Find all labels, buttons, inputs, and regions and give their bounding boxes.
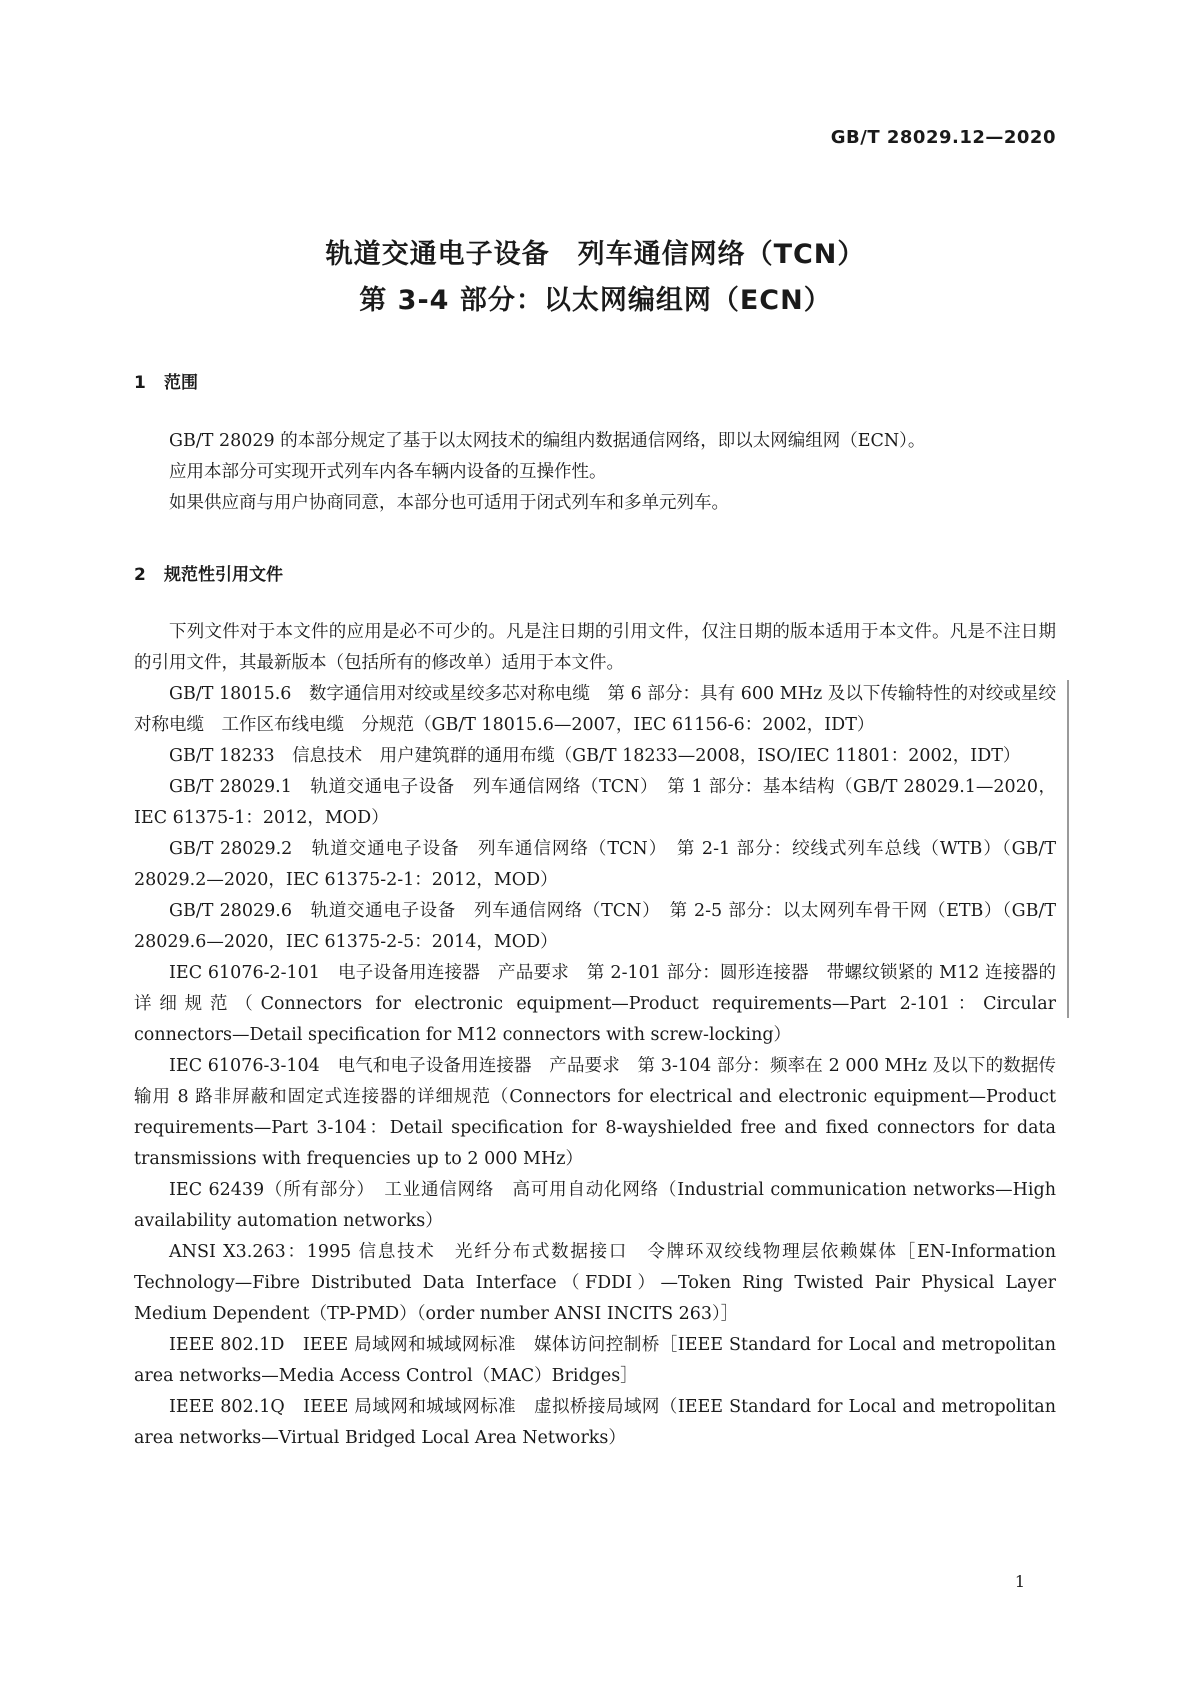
reference-entry: GB/T 18015.6 数字通信用对绞或星绞多芯对称电缆 第 6 部分：具有 600 MHz 及以下传输特性的对绞或星绞对称电缆 工作区布线电缆 分规范（GB/T 18015.6—2007，IEC 61156-6：2002，IDT） [134, 684, 1056, 735]
reference-entry: ANSI X3.263：1995 信息技术 光纤分布式数据接口 令牌环双绞线物理层依赖媒体［EN-Information Technology—Fibre Distributed Data Interface（FDDI）—Token Ring Twisted Pair Physical Layer Medium Dependent（TP-PMD）（order number ANSI INCITS 263）］ [134, 1242, 1056, 1324]
section-1-heading [134, 368, 198, 393]
reference-entry: IEEE 802.1D IEEE 局域网和城域网标准 媒体访问控制桥［IEEE Standard for Local and metropolitan area networks—Media Access Control（MAC）Bridges］ [134, 1335, 1056, 1386]
reference-entry: IEC 61076-2-101 电子设备用连接器 产品要求 第 2-101 部分：圆形连接器 带螺纹锁紧的 M12 连接器的详细规范（Connectors for electronic equipment—Product requirements—Part 2-101：Circular connectors—Detail specification for M12 connectors with screw-locking） [134, 963, 1056, 1045]
section-number: 2 [134, 565, 146, 585]
reference-entry: GB/T 28029.1 轨道交通电子设备 列车通信网络（TCN） 第 1 部分：基本结构（GB/T 28029.1—2020，IEC 61375-1：2012，MOD） [134, 777, 1056, 828]
document-title-line-2: 第 3-4 部分：以太网编组网（ECN） [359, 285, 832, 316]
paragraph: GB/T 28029 的本部分规定了基于以太网技术的编组内数据通信网络，即以太网编组网（ECN）。 [169, 431, 926, 451]
reference-entry: GB/T 28029.2 轨道交通电子设备 列车通信网络（TCN） 第 2-1 部分：绞线式列车总线（WTB）（GB/T 28029.2—2020，IEC 61375-2-1：2012，MOD） [134, 839, 1056, 890]
paragraph: 如果供应商与用户协商同意，本部分也可适用于闭式列车和多单元列车。 [169, 493, 729, 513]
section-2-heading [134, 560, 283, 585]
page-number: 1 [1014, 1572, 1025, 1591]
reference-entry: GB/T 18233 信息技术 用户建筑群的通用布缆（GB/T 18233—2008，ISO/IEC 11801：2002，IDT） [169, 746, 1021, 766]
paragraph: 应用本部分可实现开式列车内各车辆内设备的互操作性。 [169, 462, 607, 482]
section-title: 规范性引用文件 [164, 565, 283, 585]
reference-entry: GB/T 28029.6 轨道交通电子设备 列车通信网络（TCN） 第 2-5 部分：以太网列车骨干网（ETB）（GB/T 28029.6—2020，IEC 61375-2-5：2014，MOD） [134, 901, 1056, 952]
document-title-line-1: 轨道交通电子设备 列车通信网络（TCN） [325, 239, 866, 270]
section-title: 范围 [164, 373, 198, 393]
section-number: 1 [134, 373, 146, 393]
reference-entry: IEC 61076-3-104 电气和电子设备用连接器 产品要求 第 3-104 部分：频率在 2 000 MHz 及以下的数据传输用 8 路非屏蔽和固定式连接器的详细规范（Connectors for electrical and electronic equipment—Product requirements—Part 3-104：Detail specification for 8-wayshielded free and fixed connectors for data transmissions with frequencies up to 2 000 MHz） [134, 1056, 1056, 1169]
section-2-body [134, 617, 1056, 1454]
paragraph: 下列文件对于本文件的应用是必不可少的。凡是注日期的引用文件，仅注日期的版本适用于本文件。凡是不注日期的引用文件，其最新版本（包括所有的修改单）适用于本文件。 [134, 622, 1056, 673]
reference-entry: IEC 62439（所有部分） 工业通信网络 高可用自动化网络（Industrial communication networks—High availability automation networks） [134, 1180, 1056, 1231]
standard-code: GB/T 28029.12—2020 [830, 127, 1056, 148]
section-1-body [134, 426, 1056, 519]
reference-entry: IEEE 802.1Q IEEE 局域网和城域网标准 虚拟桥接局域网（IEEE Standard for Local and metropolitan area networks—Virtual Bridged Local Area Networks） [134, 1397, 1056, 1448]
revision-bar [1067, 680, 1069, 1018]
